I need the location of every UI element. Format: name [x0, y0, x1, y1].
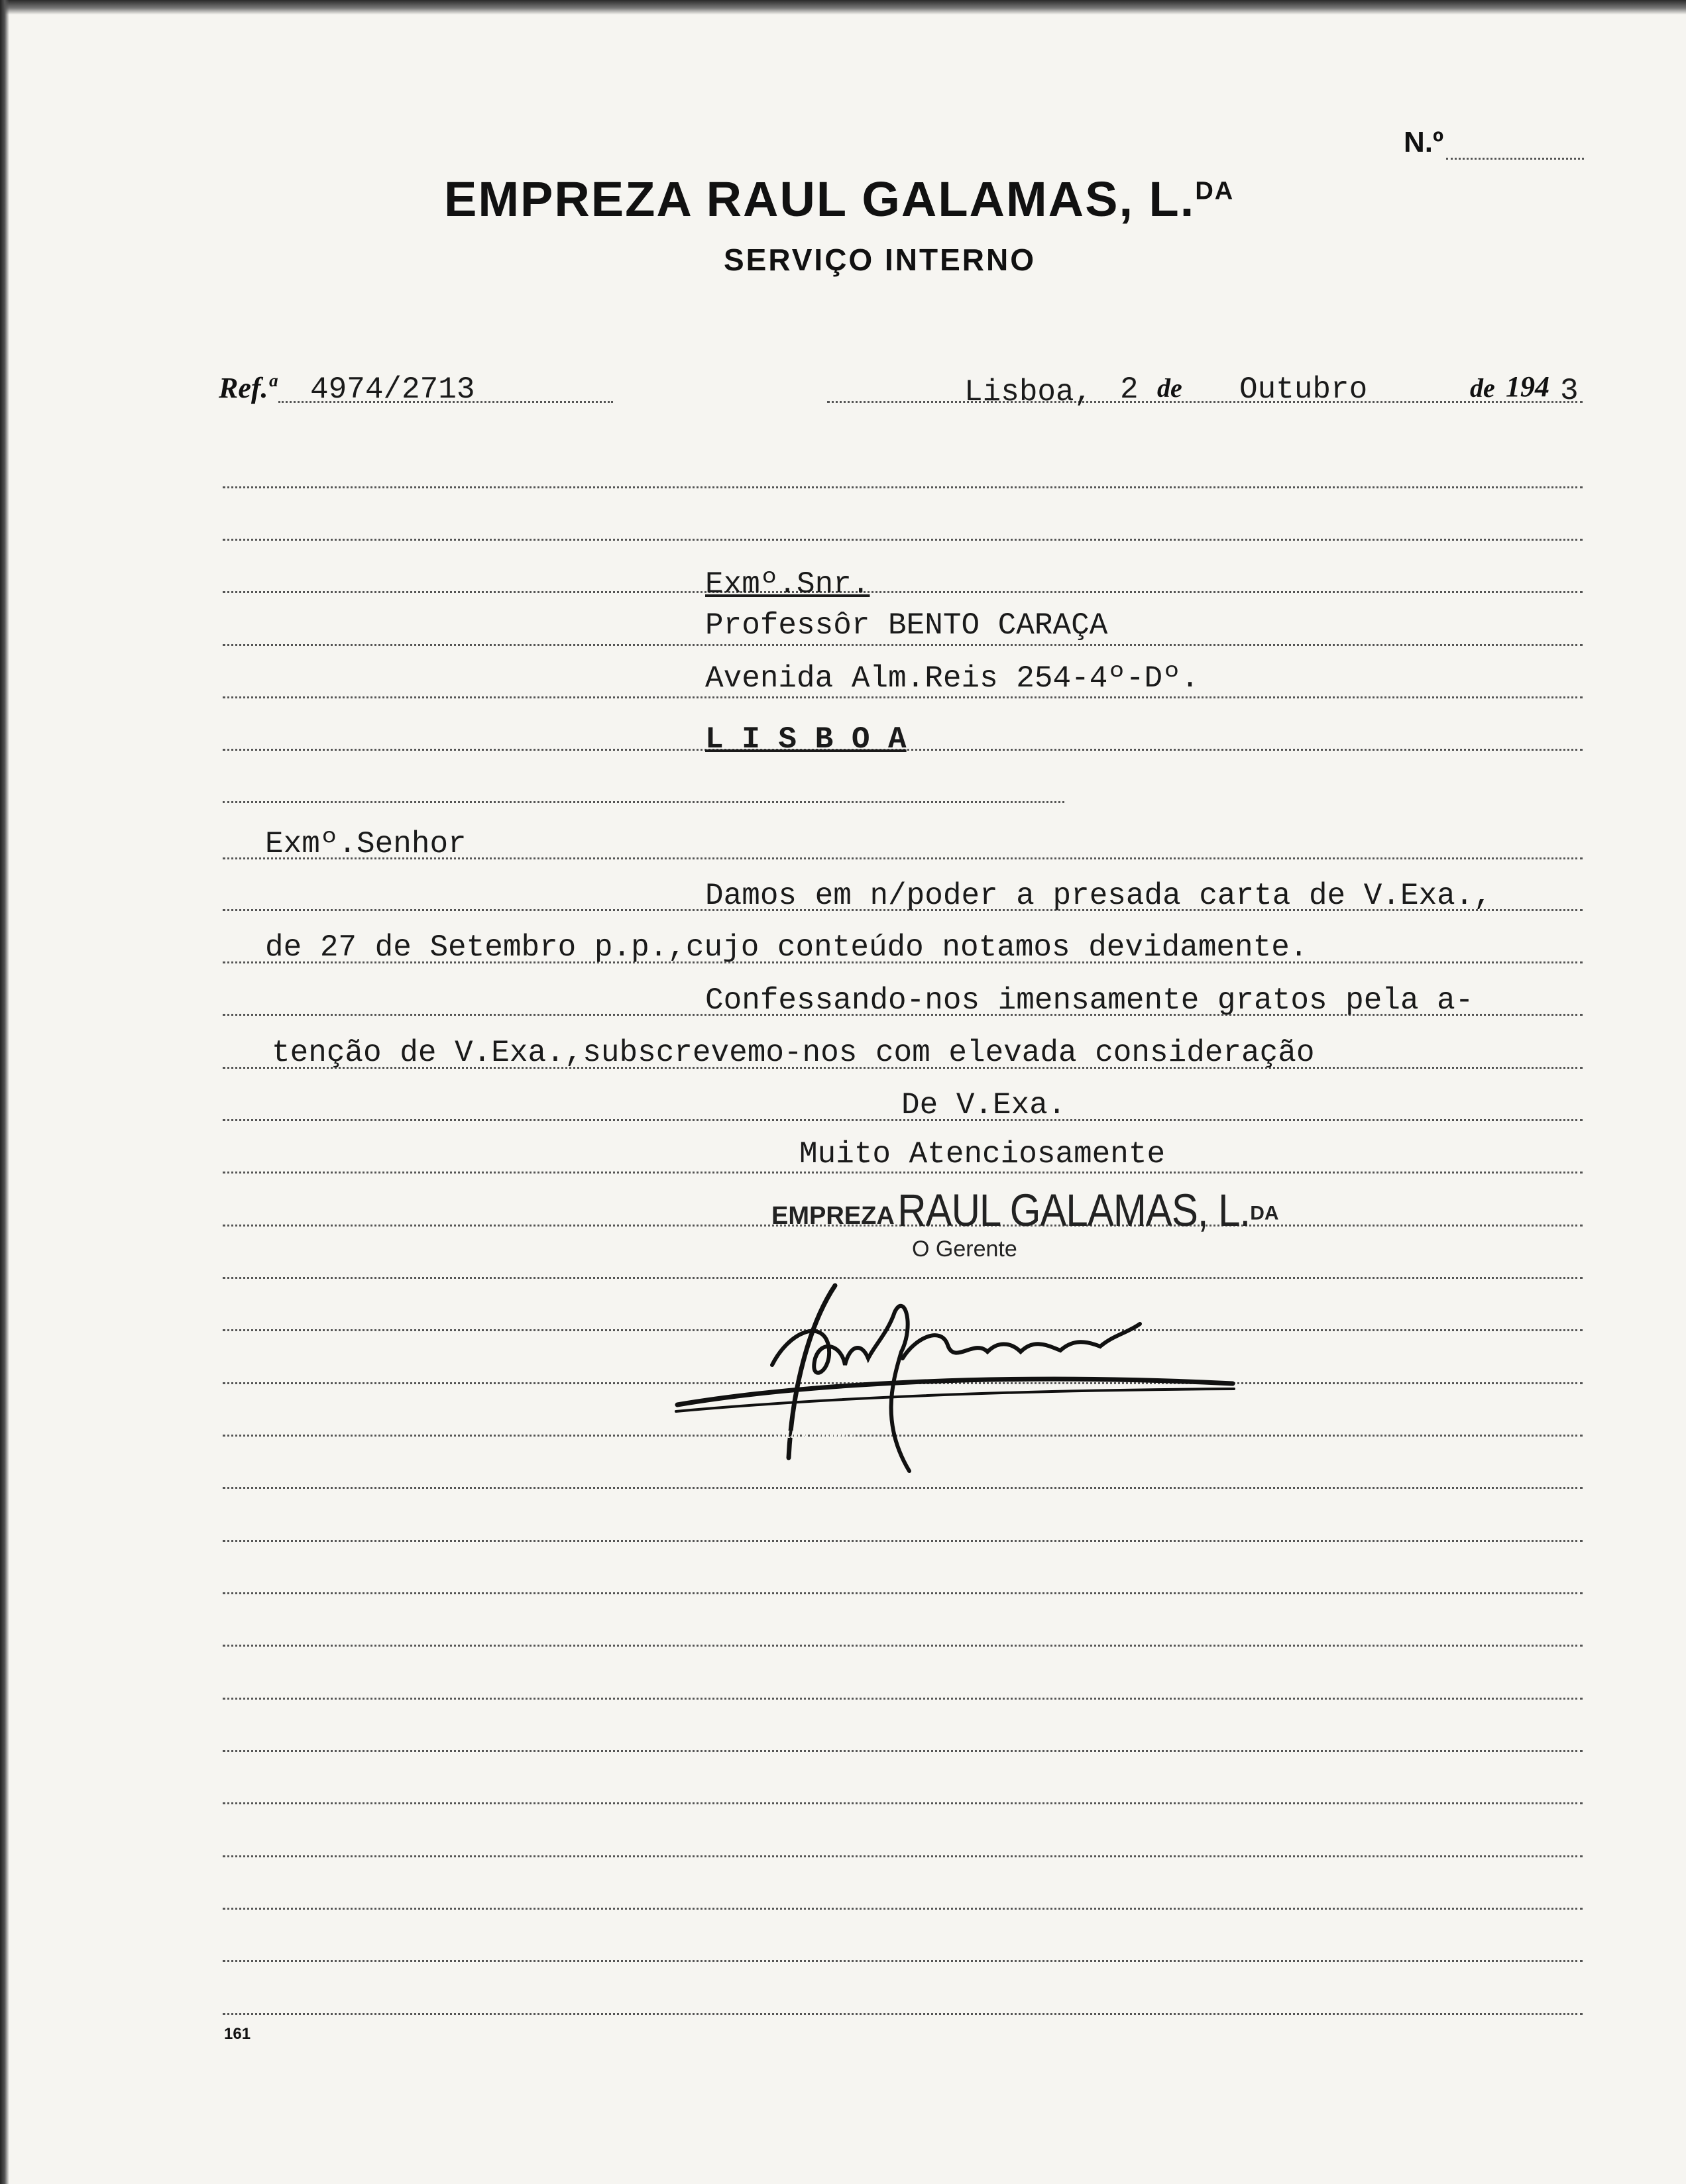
number-fill-line: [1446, 158, 1584, 160]
stamp-suffix: DA: [1250, 1202, 1279, 1225]
date-month: Outubro: [1239, 372, 1368, 407]
recipient-salutation: Exmº.Snr.: [705, 567, 870, 602]
ruled-line-short: [223, 801, 1064, 803]
reference-value: 4974/2713: [310, 372, 475, 407]
ruled-line: [223, 1960, 1583, 1962]
company-name: EMPREZA RAUL GALAMAS, L.: [444, 172, 1196, 227]
reference-label: Ref.ª: [219, 372, 276, 404]
date-day: 2: [1120, 372, 1139, 407]
ruled-line: [223, 1802, 1583, 1804]
date-de-2: de: [1470, 373, 1495, 403]
company-title: [444, 171, 1234, 227]
ruled-line: [223, 1855, 1583, 1857]
letter-salutation: Exmº.Senhor: [265, 827, 467, 861]
ruled-line: [223, 1592, 1583, 1594]
recipient-city: L I S B O A: [705, 722, 907, 757]
date-de-1: de: [1157, 373, 1182, 403]
number-label: N.º: [1404, 126, 1444, 158]
closing-line-2: Muito Atenciosamente: [799, 1137, 1166, 1172]
paragraph-2-line-2: tenção de V.Exa.,subscrevemo-nos com elevada consideração: [272, 1036, 1315, 1070]
ruled-line: [223, 1487, 1583, 1489]
form-number: 161: [224, 2025, 251, 2043]
ruled-line: [223, 1908, 1583, 1910]
ruled-line: [223, 1172, 1583, 1174]
ruled-line: [223, 539, 1583, 541]
signature-text: Raul Galamas: [769, 1425, 860, 1442]
date-fill-line: [827, 401, 1583, 403]
stamp-name: RAUL GALAMAS, L.: [897, 1184, 1251, 1236]
recipient-address: Avenida Alm.Reis 254-4º-Dº.: [705, 661, 1200, 696]
date-year-typed: 3: [1560, 374, 1579, 408]
service-subtitle: SERVIÇO INTERNO: [724, 243, 1036, 277]
scan-left-edge: [0, 0, 9, 2184]
ruled-line: [223, 591, 1583, 593]
recipient-name: Professôr BENTO CARAÇA: [705, 608, 1108, 643]
date-year-printed: 194: [1506, 370, 1549, 403]
stamp-prefix: EMPREZA: [771, 1202, 895, 1230]
ruled-line: [223, 1750, 1583, 1752]
reference-fill-line: [278, 401, 613, 403]
ruled-line: [223, 644, 1583, 646]
stamp-role: O Gerente: [912, 1236, 1017, 1262]
ruled-line: [223, 2013, 1583, 2015]
ruled-line: [223, 1645, 1583, 1647]
signature-drawing: [663, 1272, 1259, 1484]
ruled-line: [223, 696, 1583, 698]
ruled-line: [223, 486, 1583, 488]
date-city: Lisboa,: [964, 375, 1093, 410]
paragraph-2-line-1: Confessando-nos imensamente gratos pela a-: [705, 983, 1474, 1018]
company-stamp: [771, 1184, 1279, 1236]
paragraph-1-line-2: de 27 de Setembro p.p.,cujo conteúdo notamos devidamente.: [265, 930, 1308, 965]
ruled-line: [223, 1698, 1583, 1700]
scan-top-edge: [0, 0, 1686, 15]
paragraph-1-line-1: Damos em n/poder a presada carta de V.Exa.,: [705, 879, 1492, 913]
closing-line-1: De V.Exa.: [901, 1088, 1066, 1122]
company-suffix: DA: [1195, 177, 1235, 205]
ruled-line: [223, 1540, 1583, 1542]
